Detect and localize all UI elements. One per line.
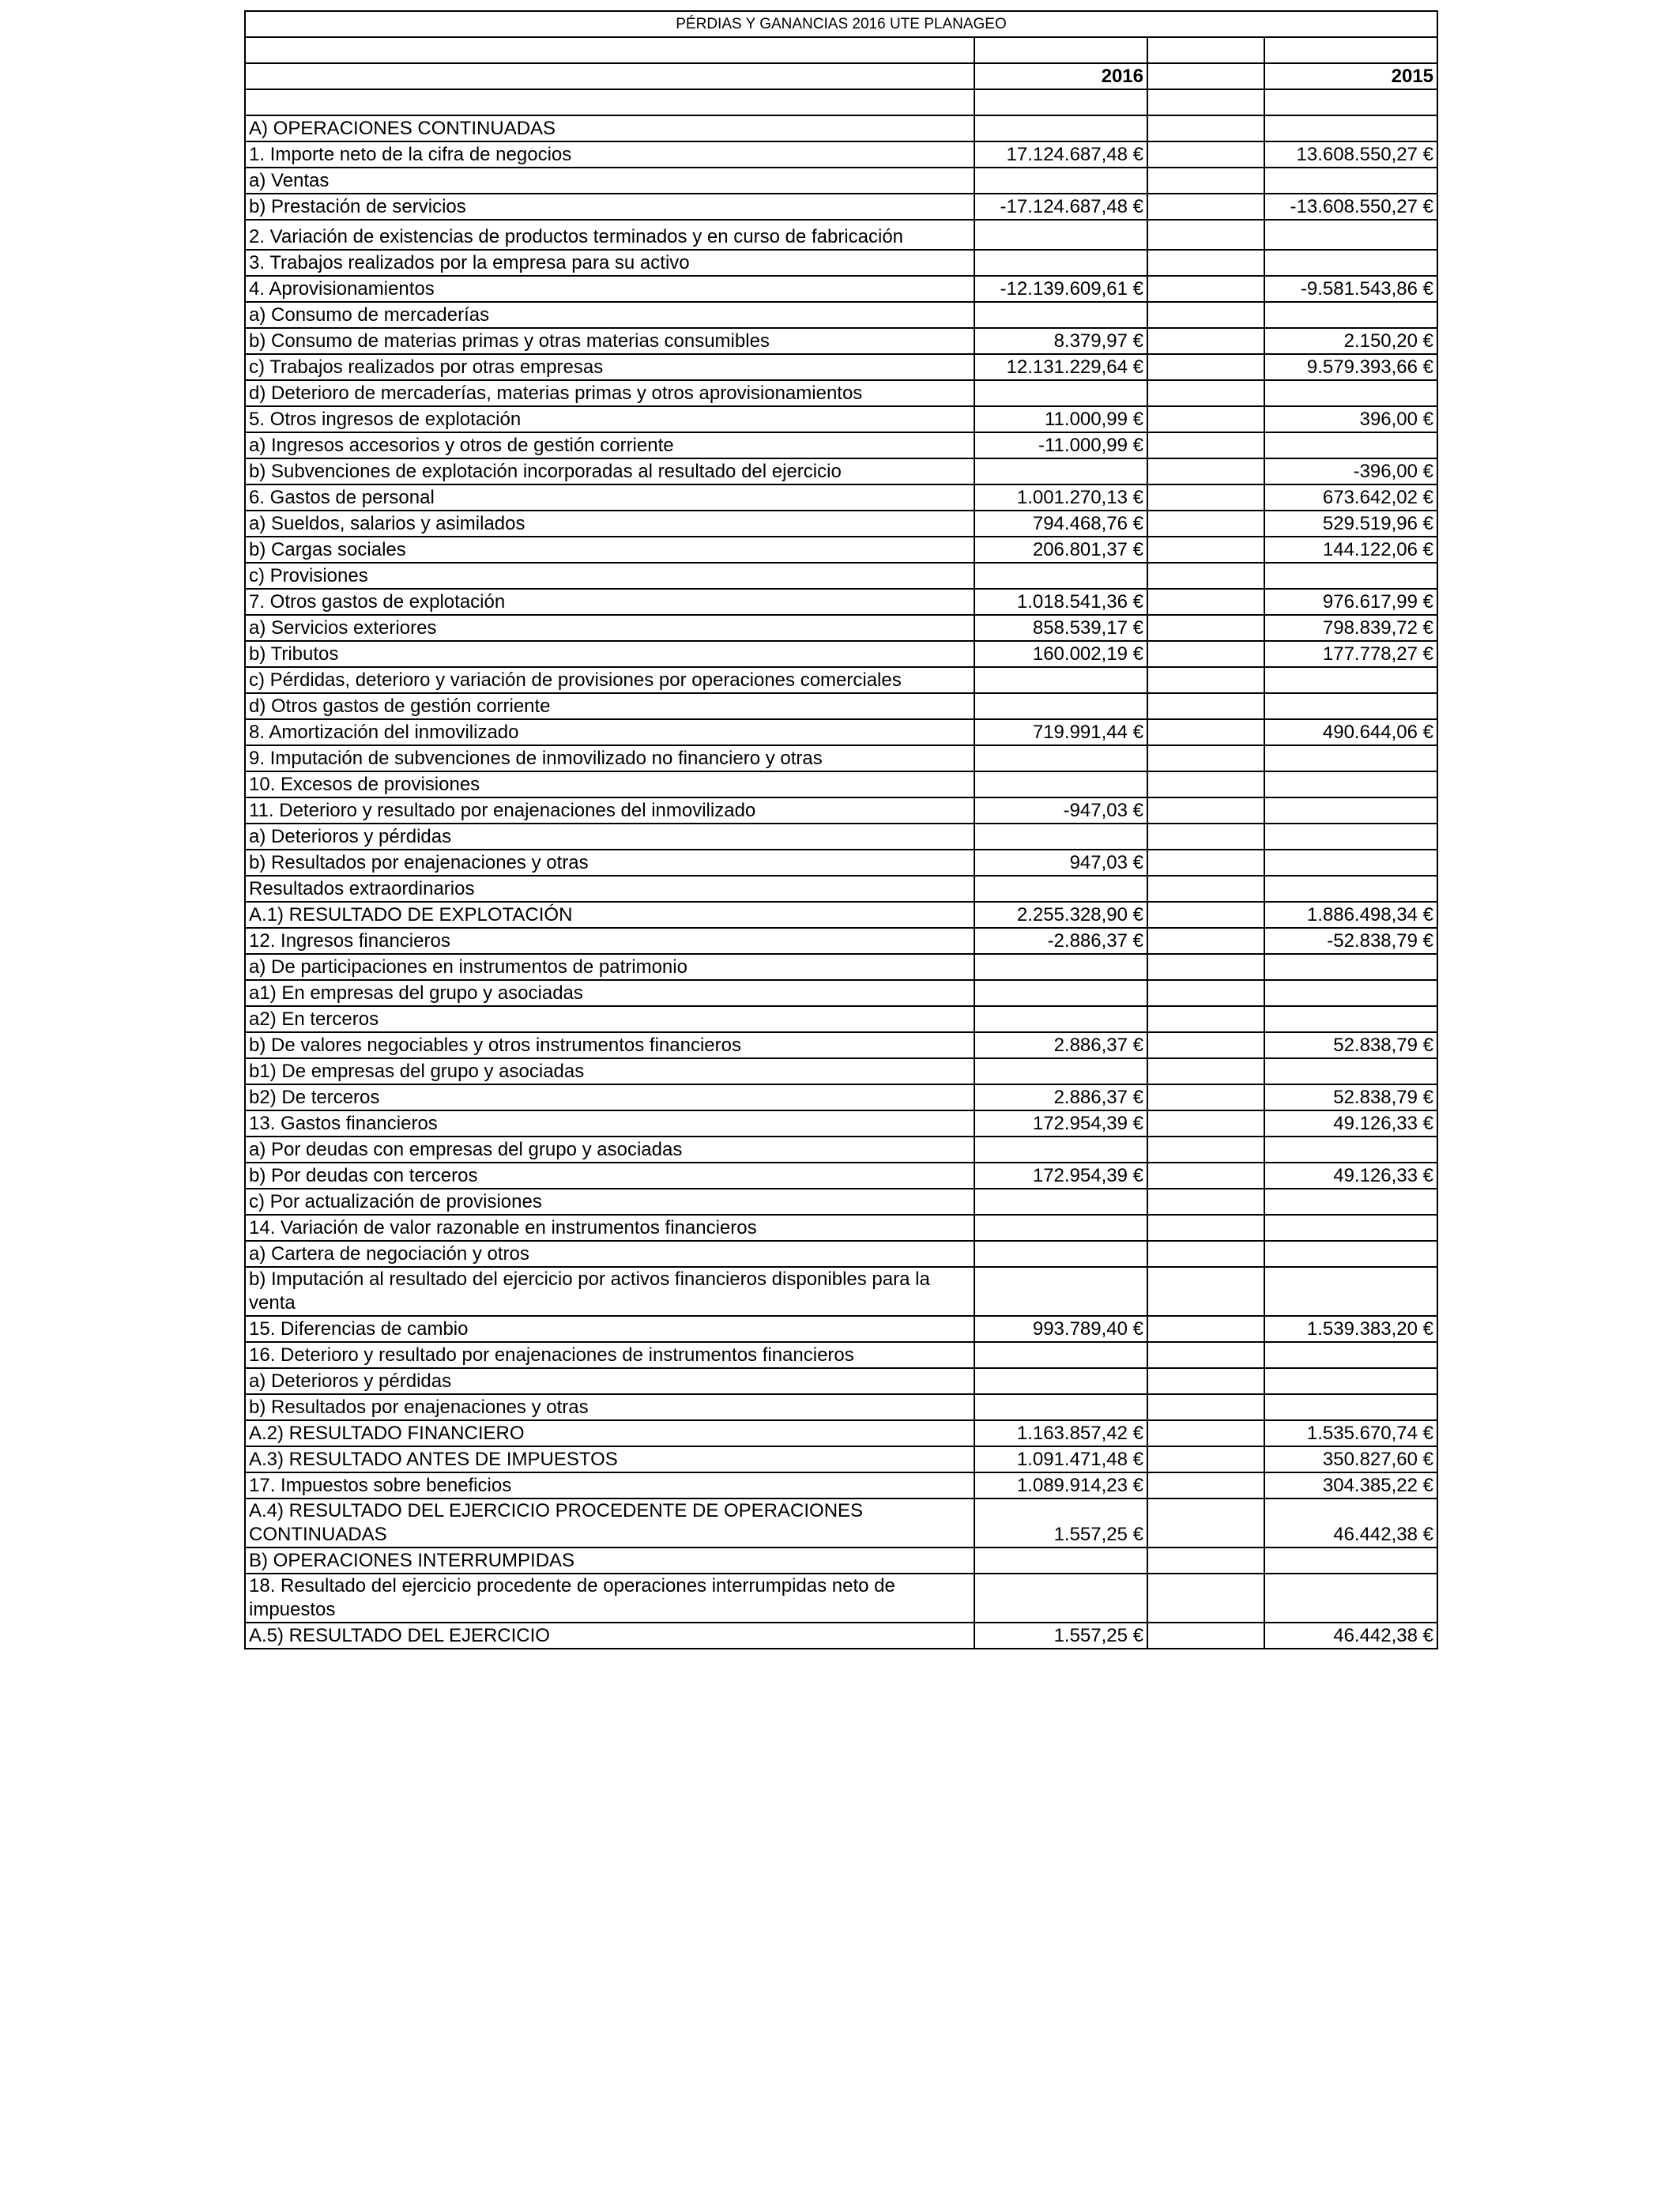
row-label: b) Subvenciones de explotación incorporadas al resultado del ejercicio bbox=[245, 458, 974, 484]
empty-cell bbox=[974, 37, 1147, 63]
empty-cell bbox=[1147, 1110, 1264, 1137]
table-row bbox=[245, 1342, 1437, 1368]
value-2016: 172.954,39 € bbox=[974, 1110, 1147, 1137]
value-2016 bbox=[974, 458, 1147, 484]
value-2016: 1.018.541,36 € bbox=[974, 589, 1147, 615]
row-label: a) Sueldos, salarios y asimilados bbox=[245, 511, 974, 537]
value-2015: 1.535.670,74 € bbox=[1264, 1420, 1437, 1446]
value-2015: 673.642,02 € bbox=[1264, 484, 1437, 511]
row-label: a1) En empresas del grupo y asociadas bbox=[245, 980, 974, 1006]
empty-cell bbox=[1147, 745, 1264, 771]
value-2015 bbox=[1264, 1058, 1437, 1084]
table-row bbox=[245, 168, 1437, 194]
value-2016 bbox=[974, 1137, 1147, 1163]
row-label: 3. Trabajos realizados por la empresa para su activo bbox=[245, 250, 974, 276]
row-label: 7. Otros gastos de explotación bbox=[245, 589, 974, 615]
empty-cell bbox=[1147, 63, 1264, 89]
value-2016: -12.139.609,61 € bbox=[974, 276, 1147, 302]
table-row bbox=[245, 115, 1437, 141]
table-row bbox=[245, 1137, 1437, 1163]
empty-cell bbox=[245, 63, 974, 89]
value-2015 bbox=[1264, 1547, 1437, 1574]
value-2015: 13.608.550,27 € bbox=[1264, 141, 1437, 168]
table-row bbox=[245, 563, 1437, 589]
empty-cell bbox=[1147, 194, 1264, 220]
table-row bbox=[245, 1472, 1437, 1498]
row-label: d) Deterioro de mercaderías, materias primas y otros aprovisionamientos bbox=[245, 380, 974, 406]
empty-cell bbox=[245, 89, 974, 115]
row-label: b) Consumo de materias primas y otras materias consumibles bbox=[245, 328, 974, 354]
row-label: b) Por deudas con terceros bbox=[245, 1163, 974, 1189]
value-2015: 529.519,96 € bbox=[1264, 511, 1437, 537]
value-2016 bbox=[974, 380, 1147, 406]
empty-cell bbox=[1147, 1498, 1264, 1547]
table-body bbox=[245, 11, 1437, 1649]
value-2016: 1.089.914,23 € bbox=[974, 1472, 1147, 1498]
table-row bbox=[245, 380, 1437, 406]
value-2016: 12.131.229,64 € bbox=[974, 354, 1147, 380]
value-2016: -2.886,37 € bbox=[974, 928, 1147, 954]
value-2015: 9.579.393,66 € bbox=[1264, 354, 1437, 380]
year-2016-header: 2016 bbox=[974, 63, 1147, 89]
row-label: A) OPERACIONES CONTINUADAS bbox=[245, 115, 974, 141]
row-label: A.1) RESULTADO DE EXPLOTACIÓN bbox=[245, 902, 974, 928]
value-2015: 304.385,22 € bbox=[1264, 1472, 1437, 1498]
row-label: 9. Imputación de subvenciones de inmovilizado no financiero y otras bbox=[245, 745, 974, 771]
value-2015: -396,00 € bbox=[1264, 458, 1437, 484]
empty-cell bbox=[1147, 902, 1264, 928]
table-row bbox=[245, 1215, 1437, 1241]
spacer-row bbox=[245, 37, 1437, 63]
value-2016 bbox=[974, 1267, 1147, 1316]
table-row bbox=[245, 1574, 1437, 1623]
table-row bbox=[245, 1241, 1437, 1267]
row-label: a) Ingresos accesorios y otros de gestión corriente bbox=[245, 432, 974, 458]
table-row bbox=[245, 589, 1437, 615]
value-2015 bbox=[1264, 1241, 1437, 1267]
empty-cell bbox=[1147, 406, 1264, 432]
value-2015 bbox=[1264, 1215, 1437, 1241]
row-label: 6. Gastos de personal bbox=[245, 484, 974, 511]
value-2016 bbox=[974, 168, 1147, 194]
empty-cell bbox=[1147, 1547, 1264, 1574]
value-2016: 1.091.471,48 € bbox=[974, 1446, 1147, 1472]
value-2016 bbox=[974, 563, 1147, 589]
value-2016 bbox=[974, 980, 1147, 1006]
value-2015 bbox=[1264, 1368, 1437, 1394]
value-2016: 8.379,97 € bbox=[974, 328, 1147, 354]
value-2016: 2.886,37 € bbox=[974, 1084, 1147, 1110]
row-label: b) Resultados por enajenaciones y otras bbox=[245, 850, 974, 876]
value-2015 bbox=[1264, 1137, 1437, 1163]
table-row bbox=[245, 980, 1437, 1006]
value-2016: 719.991,44 € bbox=[974, 719, 1147, 745]
row-label: b) Prestación de servicios bbox=[245, 194, 974, 220]
table-row bbox=[245, 1084, 1437, 1110]
table-row bbox=[245, 824, 1437, 850]
value-2016: 1.557,25 € bbox=[974, 1498, 1147, 1547]
table-row bbox=[245, 1267, 1437, 1316]
value-2015: 177.778,27 € bbox=[1264, 641, 1437, 667]
value-2015 bbox=[1264, 876, 1437, 902]
row-label: b) De valores negociables y otros instrumentos financieros bbox=[245, 1032, 974, 1058]
value-2015 bbox=[1264, 1267, 1437, 1316]
value-2015 bbox=[1264, 115, 1437, 141]
value-2015: 46.442,38 € bbox=[1264, 1498, 1437, 1547]
value-2015 bbox=[1264, 563, 1437, 589]
empty-cell bbox=[1147, 928, 1264, 954]
value-2016 bbox=[974, 1394, 1147, 1420]
value-2015 bbox=[1264, 850, 1437, 876]
empty-cell bbox=[1147, 432, 1264, 458]
empty-cell bbox=[1147, 458, 1264, 484]
row-label: b) Resultados por enajenaciones y otras bbox=[245, 1394, 974, 1420]
row-label: 8. Amortización del inmovilizado bbox=[245, 719, 974, 745]
empty-cell bbox=[1147, 1163, 1264, 1189]
row-label: Resultados extraordinarios bbox=[245, 876, 974, 902]
table-row bbox=[245, 194, 1437, 220]
row-label: a) Deterioros y pérdidas bbox=[245, 1368, 974, 1394]
empty-cell bbox=[1147, 1006, 1264, 1032]
row-label: b2) De terceros bbox=[245, 1084, 974, 1110]
row-label: 2. Variación de existencias de productos terminados y en curso de fabricación bbox=[245, 220, 974, 250]
value-2016 bbox=[974, 1342, 1147, 1368]
value-2016 bbox=[974, 771, 1147, 797]
value-2016: 172.954,39 € bbox=[974, 1163, 1147, 1189]
value-2016: 1.001.270,13 € bbox=[974, 484, 1147, 511]
row-label: b) Tributos bbox=[245, 641, 974, 667]
empty-cell bbox=[1147, 89, 1264, 115]
table-row bbox=[245, 537, 1437, 563]
empty-cell bbox=[1147, 1316, 1264, 1342]
row-label: a) Por deudas con empresas del grupo y asociadas bbox=[245, 1137, 974, 1163]
value-2016 bbox=[974, 115, 1147, 141]
value-2016: 11.000,99 € bbox=[974, 406, 1147, 432]
table-row bbox=[245, 876, 1437, 902]
row-label: 15. Diferencias de cambio bbox=[245, 1316, 974, 1342]
row-label: c) Por actualización de provisiones bbox=[245, 1189, 974, 1215]
empty-cell bbox=[1147, 980, 1264, 1006]
value-2015 bbox=[1264, 1006, 1437, 1032]
value-2015: 1.539.383,20 € bbox=[1264, 1316, 1437, 1342]
value-2015: 144.122,06 € bbox=[1264, 537, 1437, 563]
table-row bbox=[245, 1316, 1437, 1342]
value-2016 bbox=[974, 876, 1147, 902]
empty-cell bbox=[1147, 1446, 1264, 1472]
value-2015 bbox=[1264, 824, 1437, 850]
empty-cell bbox=[1147, 954, 1264, 980]
row-label: 5. Otros ingresos de explotación bbox=[245, 406, 974, 432]
table-row bbox=[245, 1189, 1437, 1215]
row-label: b) Imputación al resultado del ejercicio por activos financieros disponibles para la venta bbox=[245, 1267, 974, 1316]
empty-cell bbox=[1147, 850, 1264, 876]
row-label: 16. Deterioro y resultado por enajenaciones de instrumentos financieros bbox=[245, 1342, 974, 1368]
profit-loss-table bbox=[244, 10, 1438, 1649]
empty-cell bbox=[1147, 1058, 1264, 1084]
value-2015: 52.838,79 € bbox=[1264, 1084, 1437, 1110]
value-2016 bbox=[974, 1547, 1147, 1574]
row-label: B) OPERACIONES INTERRUMPIDAS bbox=[245, 1547, 974, 1574]
empty-cell bbox=[1147, 1215, 1264, 1241]
empty-cell bbox=[1147, 667, 1264, 693]
empty-cell bbox=[245, 37, 974, 63]
value-2015 bbox=[1264, 980, 1437, 1006]
value-2016: -947,03 € bbox=[974, 797, 1147, 824]
row-label: 10. Excesos de provisiones bbox=[245, 771, 974, 797]
value-2015 bbox=[1264, 380, 1437, 406]
value-2015: 396,00 € bbox=[1264, 406, 1437, 432]
value-2015 bbox=[1264, 1189, 1437, 1215]
value-2015: 798.839,72 € bbox=[1264, 615, 1437, 641]
value-2016: 993.789,40 € bbox=[974, 1316, 1147, 1342]
value-2015 bbox=[1264, 1394, 1437, 1420]
value-2016 bbox=[974, 745, 1147, 771]
value-2016 bbox=[974, 954, 1147, 980]
table-row bbox=[245, 328, 1437, 354]
row-label: A.5) RESULTADO DEL EJERCICIO bbox=[245, 1623, 974, 1649]
empty-cell bbox=[1147, 484, 1264, 511]
row-label: 13. Gastos financieros bbox=[245, 1110, 974, 1137]
value-2015: -52.838,79 € bbox=[1264, 928, 1437, 954]
empty-cell bbox=[1147, 168, 1264, 194]
table-row bbox=[245, 406, 1437, 432]
empty-cell bbox=[1147, 1342, 1264, 1368]
table-row bbox=[245, 850, 1437, 876]
table-row bbox=[245, 902, 1437, 928]
table-row bbox=[245, 354, 1437, 380]
empty-cell bbox=[1147, 1420, 1264, 1446]
empty-cell bbox=[1147, 1394, 1264, 1420]
table-row bbox=[245, 1058, 1437, 1084]
table-row bbox=[245, 1547, 1437, 1574]
value-2015 bbox=[1264, 771, 1437, 797]
value-2016: 1.163.857,42 € bbox=[974, 1420, 1147, 1446]
row-label: a) Ventas bbox=[245, 168, 974, 194]
table-row bbox=[245, 1006, 1437, 1032]
value-2015: -13.608.550,27 € bbox=[1264, 194, 1437, 220]
empty-cell bbox=[974, 89, 1147, 115]
value-2015: -9.581.543,86 € bbox=[1264, 276, 1437, 302]
table-row bbox=[245, 458, 1437, 484]
row-label: A.4) RESULTADO DEL EJERCICIO PROCEDENTE DE OPERACIONES CONTINUADAS bbox=[245, 1498, 974, 1547]
row-label: 1. Importe neto de la cifra de negocios bbox=[245, 141, 974, 168]
row-label: 12. Ingresos financieros bbox=[245, 928, 974, 954]
value-2016: 947,03 € bbox=[974, 850, 1147, 876]
value-2015 bbox=[1264, 797, 1437, 824]
empty-cell bbox=[1147, 1137, 1264, 1163]
year-2015-header: 2015 bbox=[1264, 63, 1437, 89]
value-2016 bbox=[974, 1574, 1147, 1623]
empty-cell bbox=[1147, 824, 1264, 850]
empty-cell bbox=[1147, 250, 1264, 276]
empty-cell bbox=[1147, 537, 1264, 563]
row-label: a) Servicios exteriores bbox=[245, 615, 974, 641]
table-row bbox=[245, 484, 1437, 511]
empty-cell bbox=[1147, 1574, 1264, 1623]
empty-cell bbox=[1147, 771, 1264, 797]
row-label: c) Provisiones bbox=[245, 563, 974, 589]
table-row bbox=[245, 797, 1437, 824]
empty-cell bbox=[1147, 302, 1264, 328]
value-2015: 49.126,33 € bbox=[1264, 1163, 1437, 1189]
table-row bbox=[245, 1110, 1437, 1137]
row-label: a) De participaciones en instrumentos de patrimonio bbox=[245, 954, 974, 980]
value-2015: 490.644,06 € bbox=[1264, 719, 1437, 745]
table-row bbox=[245, 220, 1437, 250]
table-row bbox=[245, 1368, 1437, 1394]
table-row bbox=[245, 511, 1437, 537]
value-2016 bbox=[974, 1189, 1147, 1215]
row-label: b1) De empresas del grupo y asociadas bbox=[245, 1058, 974, 1084]
table-row bbox=[245, 615, 1437, 641]
row-label: c) Pérdidas, deterioro y variación de provisiones por operaciones comerciales bbox=[245, 667, 974, 693]
value-2015 bbox=[1264, 1342, 1437, 1368]
table-row bbox=[245, 693, 1437, 719]
title-row bbox=[245, 11, 1437, 37]
empty-cell bbox=[1147, 1368, 1264, 1394]
empty-cell bbox=[1147, 615, 1264, 641]
value-2016 bbox=[974, 693, 1147, 719]
table-row bbox=[245, 432, 1437, 458]
row-label: a) Deterioros y pérdidas bbox=[245, 824, 974, 850]
value-2015 bbox=[1264, 745, 1437, 771]
value-2016 bbox=[974, 824, 1147, 850]
value-2016: 858.539,17 € bbox=[974, 615, 1147, 641]
empty-cell bbox=[1264, 37, 1437, 63]
report-title: PÉRDIAS Y GANANCIAS 2016 UTE PLANAGEO bbox=[245, 11, 1437, 37]
empty-cell bbox=[1147, 1623, 1264, 1649]
row-label: A.2) RESULTADO FINANCIERO bbox=[245, 1420, 974, 1446]
empty-cell bbox=[1147, 797, 1264, 824]
row-label: A.3) RESULTADO ANTES DE IMPUESTOS bbox=[245, 1446, 974, 1472]
row-label: 18. Resultado del ejercicio procedente de operaciones interrumpidas neto de impuestos bbox=[245, 1574, 974, 1623]
empty-cell bbox=[1147, 719, 1264, 745]
value-2016 bbox=[974, 1368, 1147, 1394]
empty-cell bbox=[1264, 89, 1437, 115]
row-label: 14. Variación de valor razonable en instrumentos financieros bbox=[245, 1215, 974, 1241]
value-2015 bbox=[1264, 302, 1437, 328]
row-label: a) Cartera de negociación y otros bbox=[245, 1241, 974, 1267]
empty-cell bbox=[1147, 380, 1264, 406]
value-2015 bbox=[1264, 1574, 1437, 1623]
spacer-row bbox=[245, 89, 1437, 115]
value-2015 bbox=[1264, 693, 1437, 719]
value-2015: 976.617,99 € bbox=[1264, 589, 1437, 615]
empty-cell bbox=[1147, 141, 1264, 168]
value-2015 bbox=[1264, 168, 1437, 194]
value-2015: 350.827,60 € bbox=[1264, 1446, 1437, 1472]
table-row bbox=[245, 276, 1437, 302]
value-2016: 1.557,25 € bbox=[974, 1623, 1147, 1649]
row-label: c) Trabajos realizados por otras empresas bbox=[245, 354, 974, 380]
empty-cell bbox=[1147, 589, 1264, 615]
value-2016: -11.000,99 € bbox=[974, 432, 1147, 458]
value-2016 bbox=[974, 220, 1147, 250]
value-2016 bbox=[974, 302, 1147, 328]
empty-cell bbox=[1147, 693, 1264, 719]
empty-cell bbox=[1147, 876, 1264, 902]
value-2016 bbox=[974, 667, 1147, 693]
empty-cell bbox=[1147, 1084, 1264, 1110]
table-row bbox=[245, 719, 1437, 745]
value-2016 bbox=[974, 1241, 1147, 1267]
empty-cell bbox=[1147, 354, 1264, 380]
empty-cell bbox=[1147, 563, 1264, 589]
value-2016: 794.468,76 € bbox=[974, 511, 1147, 537]
empty-cell bbox=[1147, 1189, 1264, 1215]
row-label: 4. Aprovisionamientos bbox=[245, 276, 974, 302]
empty-cell bbox=[1147, 1032, 1264, 1058]
row-label: 17. Impuestos sobre beneficios bbox=[245, 1472, 974, 1498]
value-2016: 206.801,37 € bbox=[974, 537, 1147, 563]
value-2016: -17.124.687,48 € bbox=[974, 194, 1147, 220]
value-2016 bbox=[974, 250, 1147, 276]
table-row bbox=[245, 1032, 1437, 1058]
table-row bbox=[245, 745, 1437, 771]
table-row bbox=[245, 928, 1437, 954]
value-2016 bbox=[974, 1058, 1147, 1084]
empty-cell bbox=[1147, 1472, 1264, 1498]
empty-cell bbox=[1147, 220, 1264, 250]
table-row bbox=[245, 141, 1437, 168]
empty-cell bbox=[1147, 37, 1264, 63]
table-row bbox=[245, 1498, 1437, 1547]
value-2016 bbox=[974, 1215, 1147, 1241]
table-row bbox=[245, 250, 1437, 276]
table-row bbox=[245, 667, 1437, 693]
table-row bbox=[245, 954, 1437, 980]
empty-cell bbox=[1147, 641, 1264, 667]
value-2016: 160.002,19 € bbox=[974, 641, 1147, 667]
table-row bbox=[245, 1394, 1437, 1420]
value-2016: 2.886,37 € bbox=[974, 1032, 1147, 1058]
empty-cell bbox=[1147, 511, 1264, 537]
empty-cell bbox=[1147, 115, 1264, 141]
empty-cell bbox=[1147, 328, 1264, 354]
table-row bbox=[245, 1420, 1437, 1446]
empty-cell bbox=[1147, 1241, 1264, 1267]
value-2015 bbox=[1264, 432, 1437, 458]
row-label: 11. Deterioro y resultado por enajenaciones del inmovilizado bbox=[245, 797, 974, 824]
row-label: d) Otros gastos de gestión corriente bbox=[245, 693, 974, 719]
table-row bbox=[245, 302, 1437, 328]
year-header-row bbox=[245, 63, 1437, 89]
empty-cell bbox=[1147, 276, 1264, 302]
value-2015: 1.886.498,34 € bbox=[1264, 902, 1437, 928]
value-2015 bbox=[1264, 220, 1437, 250]
row-label: a) Consumo de mercaderías bbox=[245, 302, 974, 328]
value-2015: 46.442,38 € bbox=[1264, 1623, 1437, 1649]
table-row bbox=[245, 771, 1437, 797]
row-label: a2) En terceros bbox=[245, 1006, 974, 1032]
value-2015: 52.838,79 € bbox=[1264, 1032, 1437, 1058]
value-2015 bbox=[1264, 667, 1437, 693]
table-row bbox=[245, 641, 1437, 667]
value-2016: 17.124.687,48 € bbox=[974, 141, 1147, 168]
value-2016 bbox=[974, 1006, 1147, 1032]
value-2015: 2.150,20 € bbox=[1264, 328, 1437, 354]
value-2015: 49.126,33 € bbox=[1264, 1110, 1437, 1137]
empty-cell bbox=[1147, 1267, 1264, 1316]
value-2016: 2.255.328,90 € bbox=[974, 902, 1147, 928]
value-2015 bbox=[1264, 954, 1437, 980]
row-label: b) Cargas sociales bbox=[245, 537, 974, 563]
value-2015 bbox=[1264, 250, 1437, 276]
table-row bbox=[245, 1623, 1437, 1649]
table-row bbox=[245, 1163, 1437, 1189]
table-row bbox=[245, 1446, 1437, 1472]
